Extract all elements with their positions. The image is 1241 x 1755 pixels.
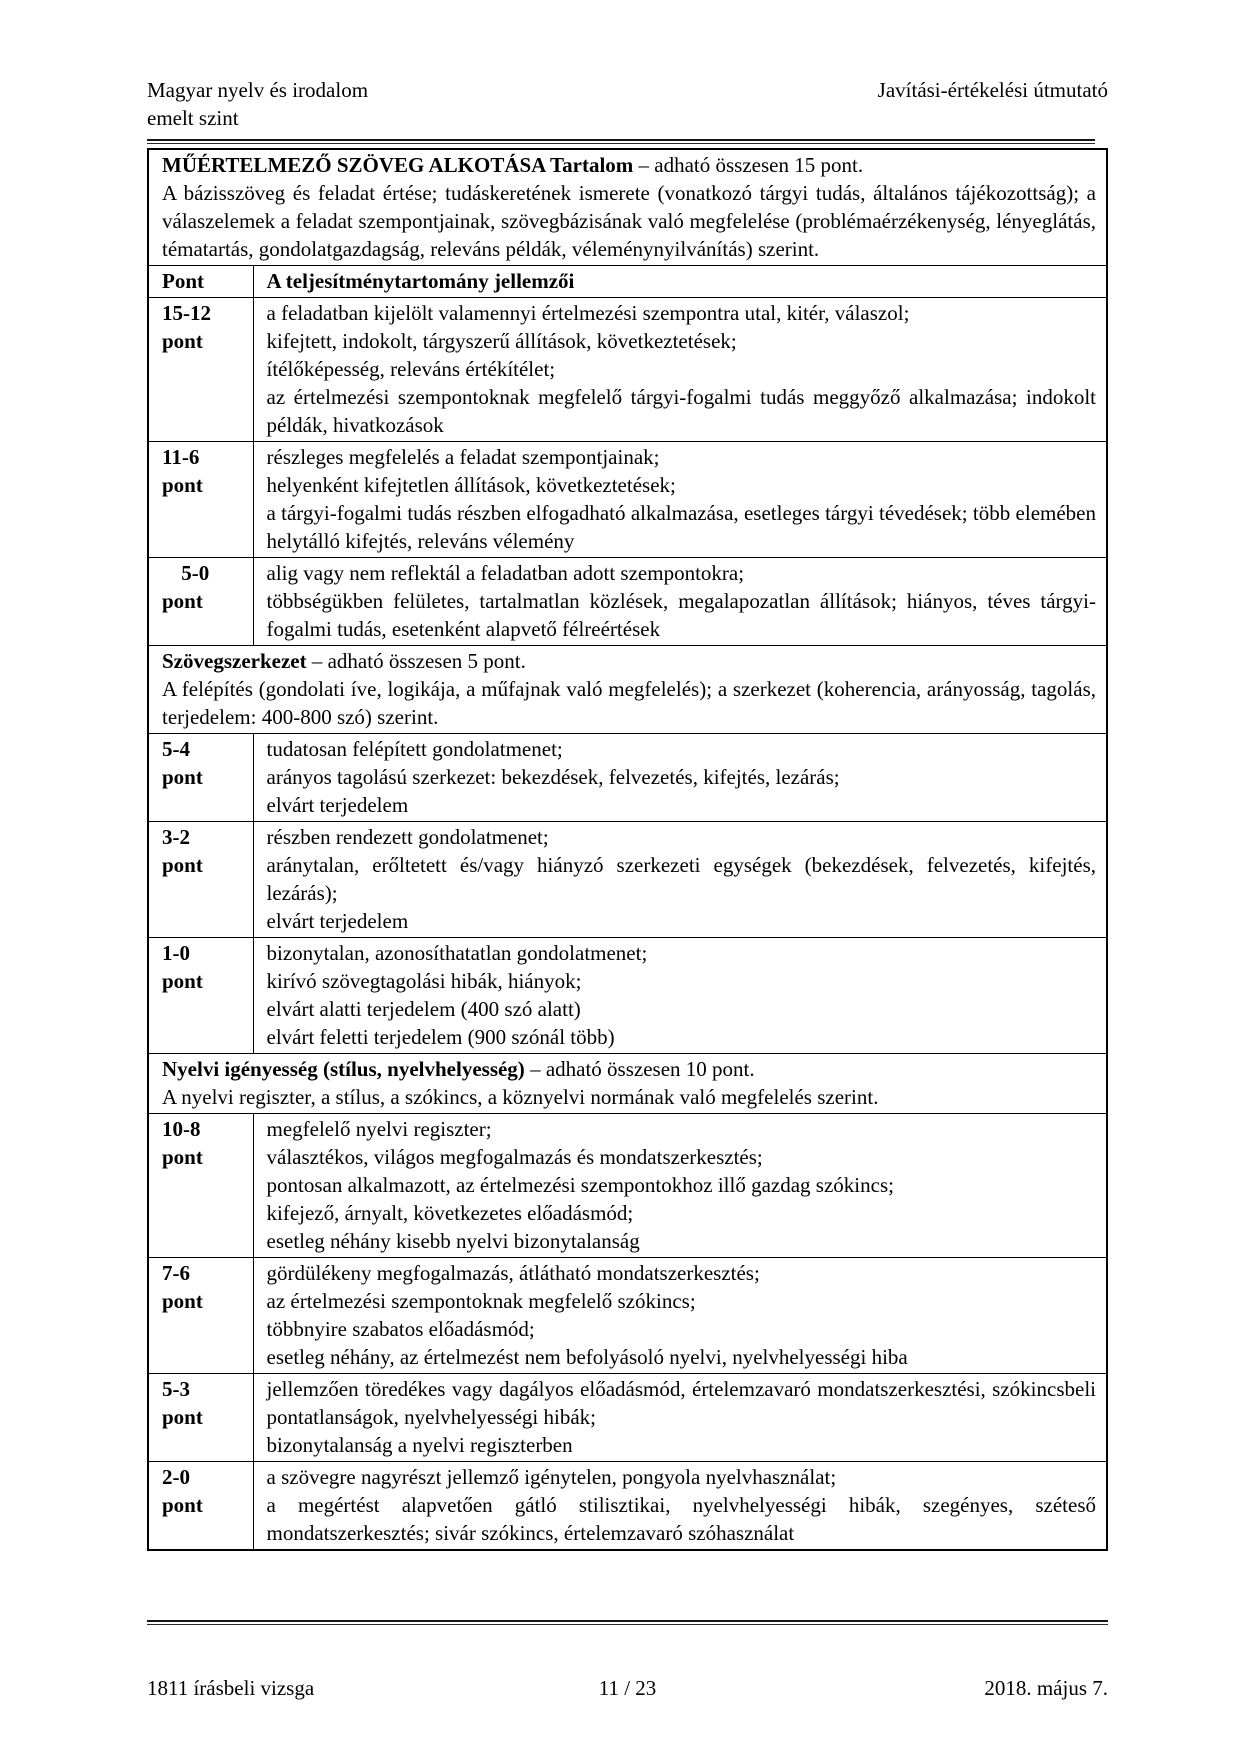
criterion: a feladatban kijelölt valamennyi értelmezési szempontra utal, kitér, válaszol; <box>266 301 910 325</box>
score-cell <box>148 938 253 1054</box>
criterion: aránytalan, erőltetett és/vagy hiányzó szerkezeti egységek (bekezdések, felvezetés, kifejtés, lezárás); <box>266 853 1096 905</box>
score-range: 10-8 <box>162 1117 201 1141</box>
criteria-cell <box>253 558 1107 646</box>
criterion: az értelmezési szempontoknak megfelelő szókincs; <box>266 1289 696 1313</box>
criteria-cell <box>253 442 1107 558</box>
score-unit: pont <box>162 853 203 877</box>
score-unit: pont <box>162 1289 203 1313</box>
criterion: megfelelő nyelvi regiszter; <box>266 1117 492 1141</box>
criterion: jellemzően töredékes vagy dagályos előadásmód, értelemzavaró mondatszerkesztési, szókincsbeli pontatlanságok, nyelvhelyességi hibák; <box>266 1377 1096 1429</box>
criterion: elvárt feletti terjedelem (900 szónál több) <box>266 1025 615 1049</box>
header-rule <box>147 139 1095 144</box>
criterion: bizonytalanság a nyelvi regiszterben <box>266 1433 573 1457</box>
score-range: 5-0 <box>181 561 210 585</box>
score-cell <box>148 1374 253 1462</box>
score-cell <box>148 1114 253 1258</box>
score-range: 5-3 <box>162 1377 190 1401</box>
score-unit: pont <box>162 473 203 497</box>
column-header-row <box>148 266 1107 298</box>
column-header-description: A teljesítménytartomány jellemzői <box>253 266 1107 298</box>
criterion: kifejtett, indokolt, tárgyszerű állítások, következtetések; <box>266 329 737 353</box>
criterion: ítélőképesség, releváns értékítélet; <box>266 357 556 381</box>
score-cell <box>148 442 253 558</box>
criteria-cell <box>253 298 1107 442</box>
criterion: elvárt alatti terjedelem (400 szó alatt) <box>266 997 581 1021</box>
criteria-cell <box>253 1114 1107 1258</box>
section-title: MŰÉRTELMEZŐ SZÖVEG ALKOTÁSA Tartalom – adható összesen 15 pont. <box>162 153 864 177</box>
score-unit: pont <box>162 1405 203 1429</box>
footer-date: 2018. május 7. <box>984 1676 1108 1700</box>
score-cell <box>148 822 253 938</box>
criterion: a megértést alapvetően gátló stilisztikai, nyelvhelyességi hibák, szegényes, széteső mondatszerkesztés; sivár szókincs, értelemzavaró szóhasználat <box>266 1493 1096 1545</box>
criterion: elvárt terjedelem <box>266 909 409 933</box>
criterion: gördülékeny megfogalmazás, átlátható mondatszerkesztés; <box>266 1261 760 1285</box>
score-unit: pont <box>162 969 203 993</box>
score-row <box>148 442 1107 558</box>
score-cell <box>148 734 253 822</box>
score-range: 2-0 <box>162 1465 190 1489</box>
score-row <box>148 1374 1107 1462</box>
page-footer <box>147 1613 1108 1702</box>
section-title: Nyelvi igényesség (stílus, nyelvhelyesség) – adható összesen 10 pont. <box>162 1057 755 1081</box>
criteria-cell <box>253 1462 1107 1551</box>
score-row <box>148 938 1107 1054</box>
score-row <box>148 558 1107 646</box>
score-row <box>148 822 1107 938</box>
section-description: A nyelvi regiszter, a stílus, a szókincs, a köznyelvi normának való megfelelés szerint. <box>162 1085 879 1109</box>
column-header-score: Pont <box>148 266 253 298</box>
criteria-cell <box>253 1258 1107 1374</box>
score-range: 5-4 <box>162 737 190 761</box>
section-header <box>148 149 1107 266</box>
score-row <box>148 1114 1107 1258</box>
criteria-cell <box>253 1374 1107 1462</box>
score-range: 15-12 <box>162 301 211 325</box>
criterion: többnyire szabatos előadásmód; <box>266 1317 535 1341</box>
score-unit: pont <box>162 1493 203 1517</box>
criterion: részben rendezett gondolatmenet; <box>266 825 549 849</box>
footer-rule <box>147 1620 1108 1625</box>
footer-page-number: 11 / 23 <box>598 1676 657 1700</box>
score-cell <box>148 1258 253 1374</box>
footer-exam-code: 1811 írásbeli vizsga <box>147 1676 315 1700</box>
section-header-row <box>148 1054 1107 1114</box>
criterion: helyenként kifejtetlen állítások, következtetések; <box>266 473 676 497</box>
criterion: esetleg néhány, az értelmezést nem befolyásoló nyelvi, nyelvhelyességi hiba <box>266 1345 908 1369</box>
score-range: 3-2 <box>162 825 190 849</box>
score-cell <box>148 1462 253 1551</box>
score-unit: pont <box>162 765 203 789</box>
section-header <box>148 1054 1107 1114</box>
criteria-cell <box>253 734 1107 822</box>
scoring-table <box>147 148 1108 1551</box>
criterion: arányos tagolású szerkezet: bekezdések, felvezetés, kifejtés, lezárás; <box>266 765 840 789</box>
score-range: 7-6 <box>162 1261 190 1285</box>
criterion: többségükben felületes, tartalmatlan közlések, megalapozatlan állítások; hiányos, téves tárgyi-fogalmi tudás, esetenként alapvető félreértések <box>266 589 1096 641</box>
section-header-row <box>148 646 1107 734</box>
criteria-cell <box>253 938 1107 1054</box>
header-subject: Magyar nyelv és irodalom <box>147 78 369 102</box>
score-row <box>148 734 1107 822</box>
section-title-bold: Nyelvi igényesség (stílus, nyelvhelyesség) <box>162 1057 525 1081</box>
header-guide-title: Javítási-értékelési útmutató <box>877 78 1108 102</box>
score-cell <box>148 558 253 646</box>
score-row <box>148 1462 1107 1551</box>
section-header-row <box>148 149 1107 266</box>
score-range: 11-6 <box>162 445 200 469</box>
score-row <box>148 298 1107 442</box>
page-header <box>147 76 1108 144</box>
score-unit: pont <box>162 329 203 353</box>
score-unit: pont <box>162 1145 203 1169</box>
criterion: a tárgyi-fogalmi tudás részben elfogadható alkalmazása, esetleges tárgyi tévedések; több elemében helytálló kifejtés, releváns vélemény <box>266 501 1096 553</box>
section-description: A felépítés (gondolati íve, logikája, a műfajnak való megfelelés); a szerkezet (koherencia, arányosság, tagolás, terjedelem: 400-800 szó) szerint. <box>162 677 1096 729</box>
score-range: 1-0 <box>162 941 190 965</box>
criterion: esetleg néhány kisebb nyelvi bizonytalanság <box>266 1229 640 1253</box>
scoring-table-container <box>147 148 1108 1551</box>
criterion: részleges megfelelés a feladat szempontjainak; <box>266 445 660 469</box>
criterion: alig vagy nem reflektál a feladatban adott szempontokra; <box>266 561 745 585</box>
score-unit: pont <box>162 589 203 613</box>
criterion: választékos, világos megfogalmazás és mondatszerkesztés; <box>266 1145 763 1169</box>
criterion: pontosan alkalmazott, az értelmezési szempontokhoz illő gazdag szókincs; <box>266 1173 894 1197</box>
score-row <box>148 1258 1107 1374</box>
criteria-cell <box>253 822 1107 938</box>
section-description: A bázisszöveg és feladat értése; tudáskeretének ismerete (vonatkozó tárgyi tudás, általános tájékozottság); a válaszelemek a feladat szempontjainak, szövegbázisának való megfelelése (problémaérzékenység, lényeglátás, tématartás, gondolatgazdagság, releváns példák, véleménynyilvánítás) szerint. <box>162 181 1096 261</box>
header-level: emelt szint <box>147 106 239 130</box>
criterion: bizonytalan, azonosíthatatlan gondolatmenet; <box>266 941 648 965</box>
score-cell <box>148 298 253 442</box>
criterion: tudatosan felépített gondolatmenet; <box>266 737 563 761</box>
criterion: a szövegre nagyrészt jellemző igénytelen, pongyola nyelvhasználat; <box>266 1465 837 1489</box>
criterion: az értelmezési szempontoknak megfelelő tárgyi-fogalmi tudás meggyőző alkalmazása; indokolt példák, hivatkozások <box>266 385 1096 437</box>
criterion: elvárt terjedelem <box>266 793 409 817</box>
criterion: kifejező, árnyalt, következetes előadásmód; <box>266 1201 634 1225</box>
criterion: kirívó szövegtagolási hibák, hiányok; <box>266 969 582 993</box>
section-title: Szövegszerkezet – adható összesen 5 pont. <box>162 649 526 673</box>
section-title-bold: Szövegszerkezet <box>162 649 307 673</box>
section-header <box>148 646 1107 734</box>
section-title-bold: MŰÉRTELMEZŐ SZÖVEG ALKOTÁSA Tartalom <box>162 153 634 177</box>
